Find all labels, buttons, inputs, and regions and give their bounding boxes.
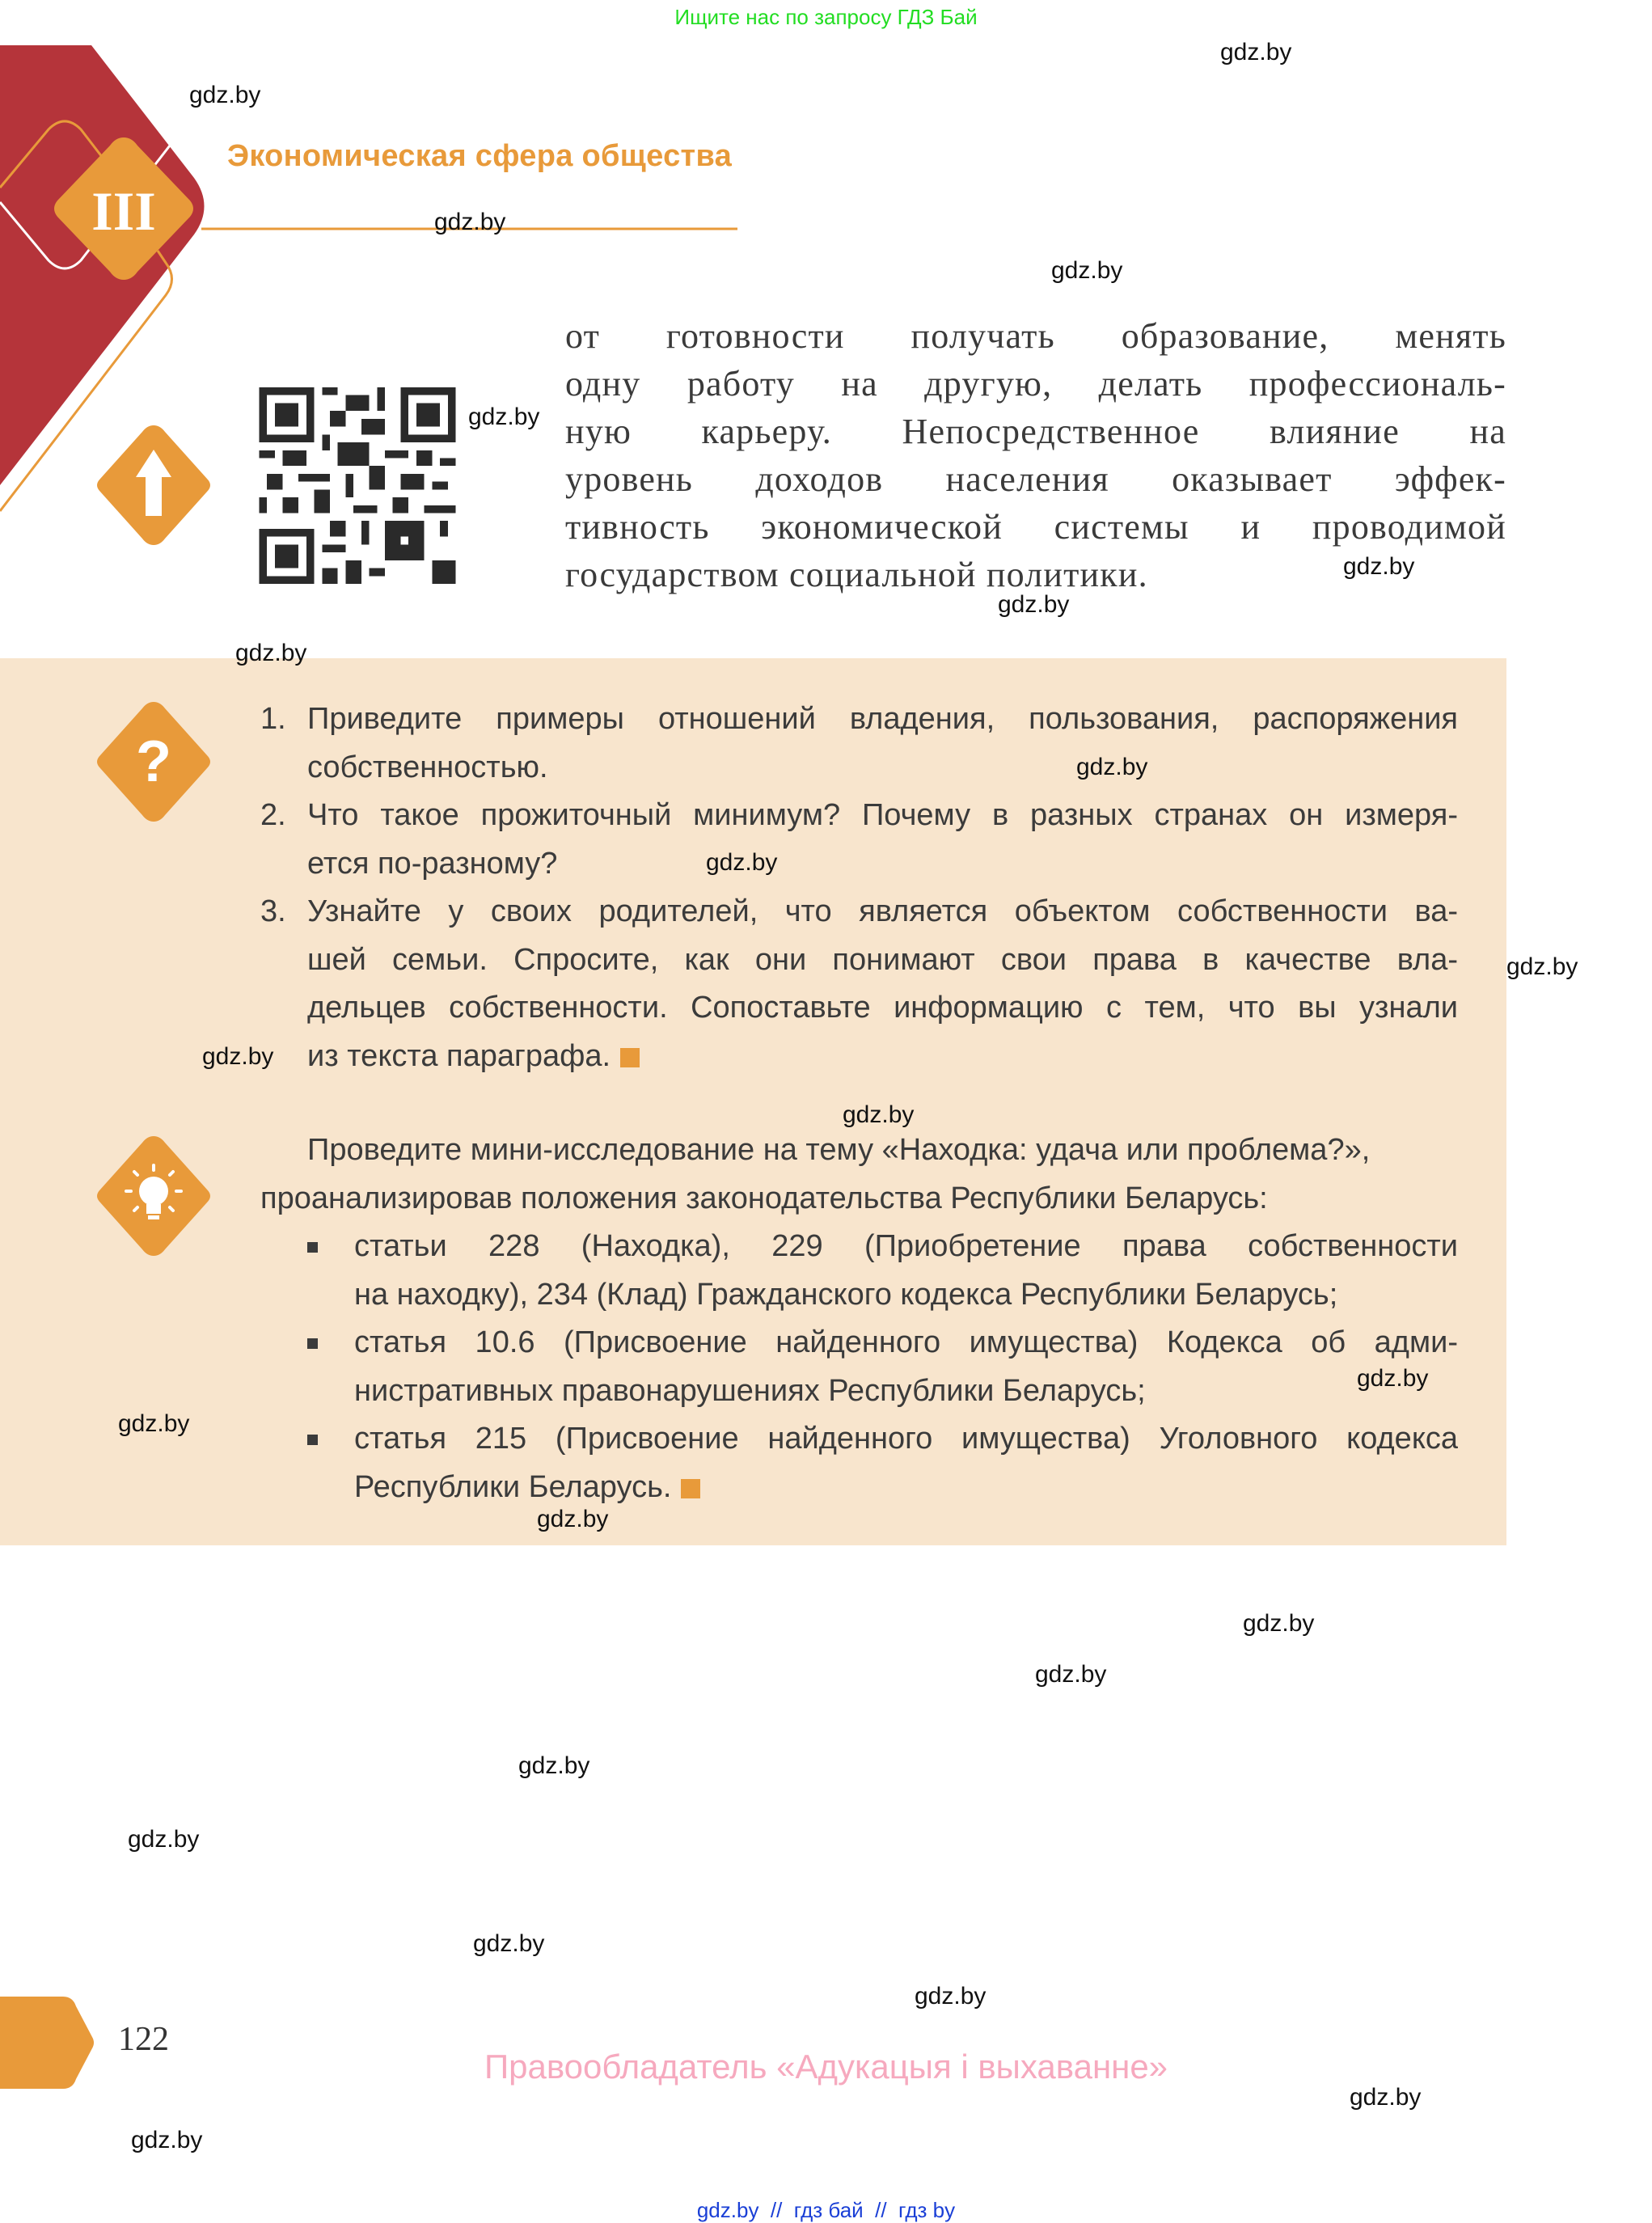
question-icon	[94, 702, 213, 822]
bullet-line: статья 10.6 (Присвоение найденного имущества) Кодекса об адми-	[354, 1325, 1458, 1359]
watermark: gdz.by	[915, 1983, 987, 2010]
question-line: Узнайте у своих родителей, что является объектом собственности ва-	[307, 894, 1458, 928]
bullet-line: на находку), 234 (Клад) Гражданского кодекса Республики Беларусь;	[354, 1277, 1338, 1312]
bullet-icon	[307, 1242, 318, 1253]
end-marker-icon	[620, 1048, 640, 1067]
watermark: gdz.by	[1350, 2084, 1422, 2111]
question-number: 3.	[260, 894, 286, 928]
watermark: gdz.by	[1357, 1365, 1429, 1392]
watermark: gdz.by	[518, 1752, 590, 1779]
top-banner: Ищите нас по запросу ГДЗ Бай	[674, 5, 978, 29]
watermark: gdz.by	[998, 591, 1070, 618]
paragraph-line: от готовности получать образование, менять	[565, 316, 1506, 356]
watermark: gdz.by	[468, 404, 540, 430]
watermark: gdz.by	[473, 1930, 545, 1957]
question-line-text: из текста параграфа.	[307, 1038, 611, 1073]
watermark: gdz.by	[843, 1101, 915, 1128]
watermark: gdz.by	[1035, 1661, 1107, 1688]
watermark: gdz.by	[1343, 553, 1415, 580]
watermark: gdz.by	[434, 209, 506, 235]
research-bullet	[354, 1319, 1458, 1415]
arrow-up-icon	[94, 425, 213, 545]
bullet-line	[354, 1464, 1458, 1512]
bottom-links[interactable]: gdz.by // гдз бай // гдз by	[696, 2198, 956, 2222]
watermark: gdz.by	[1220, 39, 1292, 66]
paragraph-line: государством социальной политики.	[565, 555, 1148, 594]
watermark: gdz.by	[537, 1506, 609, 1532]
watermark: gdz.by	[1076, 754, 1148, 780]
paragraph-line: ную карьеру. Непосредственное влияние на	[565, 412, 1506, 451]
watermark: gdz.by	[118, 1410, 190, 1437]
research-bullet	[354, 1415, 1458, 1511]
chapter-title: Экономическая сфера общества	[227, 139, 733, 173]
question-line	[307, 1033, 1458, 1081]
end-marker-icon	[681, 1479, 700, 1498]
watermark: gdz.by	[131, 2127, 203, 2153]
watermark: gdz.by	[1243, 1610, 1315, 1637]
bullet-line: статья 215 (Присвоение найденного имущества) Уголовного кодекса	[354, 1422, 1458, 1456]
paragraph-line: уровень доходов населения оказывает эффек-	[565, 459, 1506, 499]
bullet-line: статьи 228 (Находка), 229 (Приобретение права собственности	[354, 1229, 1458, 1263]
bullet-line-text: Республики Беларусь.	[354, 1469, 672, 1504]
research-intro-line: Проведите мини-исследование на тему «Находка: удача или проблема?»,	[307, 1133, 1371, 1167]
question-number: 2.	[260, 798, 286, 832]
question-line: Что такое прожиточный минимум? Почему в разных странах он измеря-	[307, 798, 1458, 832]
question-item	[260, 695, 1458, 792]
bullet-icon	[307, 1435, 318, 1445]
qr-code[interactable]	[256, 387, 458, 584]
question-line: собственностью.	[307, 750, 548, 784]
question-item	[260, 792, 1458, 888]
question-line: Приведите примеры отношений владения, пользования, распоряжения	[307, 702, 1458, 736]
copyright-notice: Правообладатель «Адукацыя і выхаванне»	[484, 2048, 1168, 2086]
watermark: gdz.by	[1051, 257, 1123, 284]
question-line: ется по-разному?	[307, 846, 558, 881]
watermark: gdz.by	[189, 82, 261, 108]
question-line: дельцев собственности. Сопоставьте информацию с тем, что вы узнали	[307, 991, 1458, 1025]
watermark: gdz.by	[706, 849, 778, 876]
research-intro-line: проанализировав положения законодательства Республики Беларусь:	[260, 1181, 1268, 1215]
watermark: gdz.by	[202, 1043, 274, 1070]
watermark: gdz.by	[1506, 953, 1578, 980]
question-item	[260, 888, 1458, 1080]
bullet-icon	[307, 1338, 318, 1349]
lightbulb-icon	[94, 1136, 213, 1256]
bullet-line: нистративных правонарушениях Республики Беларусь;	[354, 1373, 1146, 1408]
svg-text:?: ?	[136, 729, 171, 794]
research-bullet	[354, 1223, 1458, 1319]
chapter-numeral: III	[91, 180, 156, 242]
page-number: 122	[118, 2021, 169, 2058]
paragraph-line: одну работу на другую, делать профессиональ-	[565, 364, 1506, 404]
paragraph-line: тивность экономической системы и проводимой	[565, 507, 1506, 547]
question-number: 1.	[260, 702, 286, 736]
research-task	[260, 1126, 1458, 1511]
question-line: шей семьи. Спросите, как они понимают свои права в качестве вла-	[307, 942, 1458, 977]
watermark: gdz.by	[235, 640, 307, 666]
watermark: gdz.by	[128, 1826, 200, 1853]
